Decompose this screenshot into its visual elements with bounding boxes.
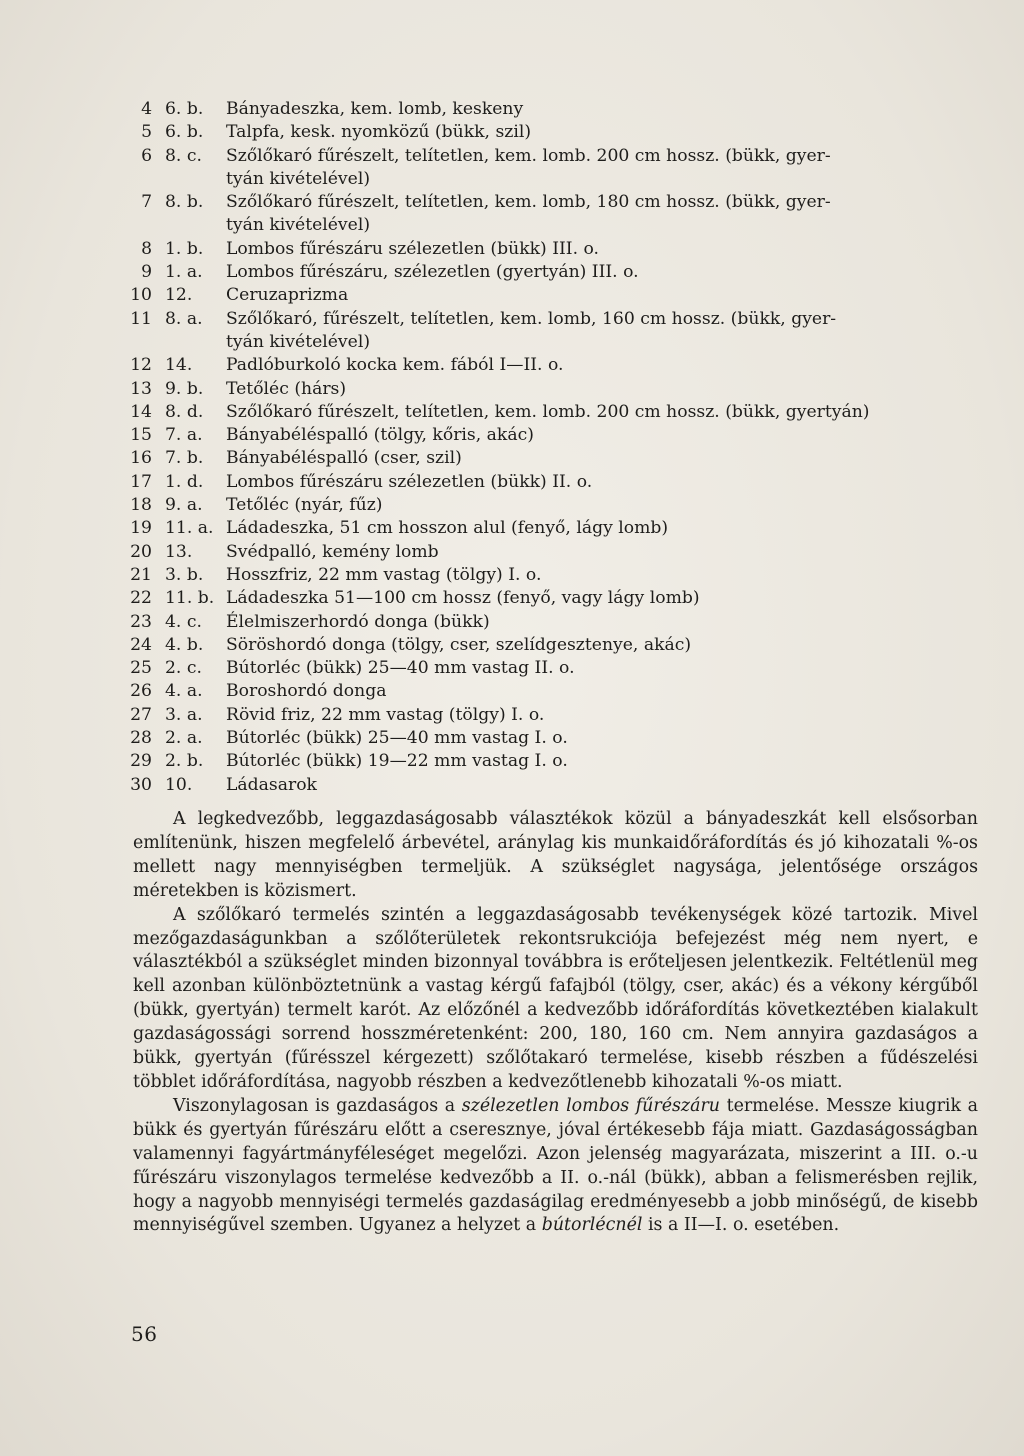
list-item-text: Élelmiszerhordó donga (bükk) xyxy=(226,611,490,632)
list-item-code: 8. b. xyxy=(165,192,204,213)
list-item-code: 8. a. xyxy=(165,308,203,329)
list-item-text: Bútorléc (bükk) 19—22 mm vastag I. o. xyxy=(226,751,568,772)
list-item xyxy=(120,774,990,797)
list-item-text: Lombos fűrészáru szélezetlen (bükk) III. o. xyxy=(226,238,600,259)
list-item xyxy=(120,401,990,424)
list-item-code: 1. a. xyxy=(165,262,203,283)
list-item-text: Rövid friz, 22 mm vastag (tölgy) I. o. xyxy=(226,704,545,725)
list-item-code: 2. a. xyxy=(165,728,203,749)
list-item-code: 1. b. xyxy=(165,238,204,259)
list-item-description xyxy=(226,284,990,307)
list-item xyxy=(120,587,990,610)
list-item-rank: 28 xyxy=(130,728,152,749)
list-item-text: Bányabéléspalló (tölgy, kőris, akác) xyxy=(226,425,534,446)
list-item-code: 11. a. xyxy=(165,518,214,539)
list-item-rank: 10 xyxy=(130,285,152,306)
list-item-code: 2. c. xyxy=(165,658,202,679)
list-item-code: 6. b. xyxy=(165,99,204,119)
paragraph-2: A szőlőkaró termelés szintén a leggazdaságosabb tevékenységek közé tartozik. Mivel mezőgazdaságunkban a szőlőterületek rekontsrukciója befejezést még nem nyert, e választékból a szükséglet minden bizonnyal továbbra is erőteljesen jelentkezik. Feltétlenül meg kell azonban különböztetnünk a vastag kérgű fafajból (tölgy, cser, akác) és a vékony kérgűből (bükk, gyertyán) termelt karót. Az előzőnél a kedvezőbb időráfordítás következtében kialakult gazdaságossági sorrend hosszméretenként: 200, 180, 160 cm. Nem annyira gazdaságos a bükk, gyertyán (fűrésszel kérgezett) szőlőtakaró termelése, kisebb részben a fűdészelési többlet időráfordítása, nagyobb részben a kedvezőtlenebb kihozatali %-os miatt. xyxy=(133,904,978,1092)
list-item xyxy=(120,308,990,355)
list-item-rank: 15 xyxy=(130,425,152,446)
list-item-text-continuation: tyán kivételével) xyxy=(226,168,371,189)
list-item-code: 7. a. xyxy=(165,425,203,446)
list-item-rank: 11 xyxy=(130,308,152,329)
list-item xyxy=(120,657,990,680)
list-item xyxy=(120,238,990,261)
list-item-description xyxy=(226,401,990,424)
list-item-description xyxy=(226,587,990,610)
list-item-rank: 27 xyxy=(130,704,152,725)
list-item-text: Boroshordó donga xyxy=(226,681,387,702)
list-item-description xyxy=(226,750,990,773)
list-item-code: 13. xyxy=(165,541,193,562)
list-item xyxy=(120,284,990,307)
list-item-code: 1. d. xyxy=(165,471,204,492)
list-item-description xyxy=(226,774,990,797)
paragraph-3-emphasis-butorlec: bútorlécnél xyxy=(541,1215,643,1236)
list-item-text: Söröshordó donga (tölgy, cser, szelídgesztenye, akác) xyxy=(226,634,692,655)
list-item-code: 11. b. xyxy=(165,588,215,609)
body-text xyxy=(133,808,978,1238)
list-item xyxy=(120,447,990,470)
list-item-code: 6. b. xyxy=(165,122,204,143)
list-item-text: Padlóburkoló kocka kem. fából I—II. o. xyxy=(226,355,564,376)
list-item-text: Ládasarok xyxy=(226,774,317,795)
list-item-rank: 18 xyxy=(130,495,152,516)
list-item xyxy=(120,145,990,192)
list-item-text: Szőlőkaró, fűrészelt, telítetlen, kem. lomb, 160 cm hossz. (bükk, gyer- xyxy=(226,308,837,329)
list-item xyxy=(120,378,990,401)
paragraph-3 xyxy=(133,1095,978,1238)
list-item-text: Hosszfriz, 22 mm vastag (tölgy) I. o. xyxy=(226,564,542,585)
list-item-description xyxy=(226,494,990,517)
list-item-code: 14. xyxy=(165,355,193,376)
list-item-rank: 29 xyxy=(130,751,152,772)
list-item-code: 9. a. xyxy=(165,495,203,516)
list-item xyxy=(120,750,990,773)
list-item-description xyxy=(226,238,990,261)
list-item-rank: 7 xyxy=(141,192,152,213)
list-item-description xyxy=(226,261,990,284)
list-item-code: 7. b. xyxy=(165,448,204,469)
list-item xyxy=(120,191,990,238)
list-item-rank: 4 xyxy=(141,99,152,119)
list-item xyxy=(120,611,990,634)
list-item xyxy=(120,564,990,587)
list-item-text: Talpfa, kesk. nyomközű (bükk, szil) xyxy=(226,122,532,143)
list-item xyxy=(120,261,990,284)
list-item-code: 2. b. xyxy=(165,751,204,772)
list-item-text: Bútorléc (bükk) 25—40 mm vastag I. o. xyxy=(226,728,568,749)
list-item-text: Bányadeszka, kem. lomb, keskeny xyxy=(226,99,524,119)
list-item-description xyxy=(226,424,990,447)
list-item xyxy=(120,121,990,144)
list-item-description xyxy=(226,564,990,587)
list-item xyxy=(120,727,990,750)
list-item-code: 3. a. xyxy=(165,704,203,725)
list-item-rank: 21 xyxy=(130,564,152,585)
list-item xyxy=(120,541,990,564)
list-item-code: 9. b. xyxy=(165,378,204,399)
list-item-text-continuation: tyán kivételével) xyxy=(226,215,371,236)
list-item-text: Tetőléc (nyár, fűz) xyxy=(226,495,383,516)
list-item xyxy=(120,354,990,377)
list-item-text: Bányabéléspalló (cser, szil) xyxy=(226,448,462,469)
list-item xyxy=(120,98,990,121)
list-item-rank: 5 xyxy=(141,122,152,143)
list-item-rank: 16 xyxy=(130,448,152,469)
list-item-rank: 12 xyxy=(130,355,152,376)
list-item-text: Szőlőkaró fűrészelt, telítetlen, kem. lomb. 200 cm hossz. (bükk, gyer- xyxy=(226,145,831,166)
list-item-description xyxy=(226,145,990,192)
list-item-text: Bútorléc (bükk) 25—40 mm vastag II. o. xyxy=(226,658,575,679)
list-item-rank: 30 xyxy=(130,774,152,795)
list-item-description xyxy=(226,378,990,401)
list-item-rank: 24 xyxy=(130,634,152,655)
list-item-description xyxy=(226,680,990,703)
list-item xyxy=(120,494,990,517)
list-item-rank: 23 xyxy=(130,611,152,632)
list-item-code: 3. b. xyxy=(165,564,204,585)
paragraph-3-part-a: Viszonylagosan is gazdaságos a xyxy=(173,1095,462,1116)
list-item-text: Lombos fűrészáru, szélezetlen (gyertyán) III. o. xyxy=(226,262,639,283)
list-item xyxy=(120,680,990,703)
list-item-text: Szőlőkaró fűrészelt, telítetlen, kem. lomb. 200 cm hossz. (bükk, gyertyán) xyxy=(226,401,870,422)
list-item-description xyxy=(226,517,990,540)
list-item-code: 8. c. xyxy=(165,145,202,166)
list-item-code: 4. c. xyxy=(165,611,202,632)
list-item-code: 10. xyxy=(165,774,193,795)
list-item-description xyxy=(226,308,990,355)
list-item-description xyxy=(226,471,990,494)
list-item-rank: 14 xyxy=(130,401,152,422)
list-item-text: Tetőléc (hárs) xyxy=(226,378,347,399)
list-item-text: Lombos fűrészáru szélezetlen (bükk) II. o. xyxy=(226,471,593,492)
list-item-rank: 22 xyxy=(130,588,152,609)
list-item-description xyxy=(226,657,990,680)
assortment-list xyxy=(120,98,990,797)
list-item-description xyxy=(226,727,990,750)
list-item-description xyxy=(226,634,990,657)
list-item-code: 4. a. xyxy=(165,681,203,702)
paragraph-1: A legkedvezőbb, leggazdaságosabb választékok közül a bányadeszkát kell elsősorban említenünk, hiszen megfelelő árbevétel, aránylag kis munkaidőráfordítás és jó kihozatali %-os mellett nagy mennyiségben termeljük. A szükséglet nagysága, jelentősége országos méretekben is közismert. xyxy=(133,809,978,901)
list-item xyxy=(120,517,990,540)
paragraph-3-emphasis-lombos: szélezetlen lombos fűrészáru xyxy=(461,1095,720,1116)
list-item-rank: 9 xyxy=(141,262,152,283)
list-item-code: 8. d. xyxy=(165,401,204,422)
paragraph-3-part-c: is a II—I. o. esetében. xyxy=(642,1215,840,1236)
list-item xyxy=(120,424,990,447)
list-item-description xyxy=(226,541,990,564)
list-item-description xyxy=(226,191,990,238)
list-item-text: Ládadeszka 51—100 cm hossz (fenyő, vagy lágy lomb) xyxy=(226,588,700,609)
list-item-description xyxy=(226,704,990,727)
list-item-code: 12. xyxy=(165,285,193,306)
list-item-description xyxy=(226,354,990,377)
list-item-rank: 8 xyxy=(141,238,152,259)
page-number: 56 xyxy=(131,1322,158,1346)
list-item xyxy=(120,704,990,727)
list-item-code: 4. b. xyxy=(165,634,204,655)
list-item-text: Ceruzaprizma xyxy=(226,285,349,306)
list-item-text-continuation: tyán kivételével) xyxy=(226,331,371,352)
list-item-text: Svédpalló, kemény lomb xyxy=(226,541,439,562)
list-item-description xyxy=(226,121,990,144)
list-item xyxy=(120,471,990,494)
list-item-rank: 20 xyxy=(130,541,152,562)
list-item-rank: 19 xyxy=(130,518,152,539)
list-item-text: Szőlőkaró fűrészelt, telítetlen, kem. lomb, 180 cm hossz. (bükk, gyer- xyxy=(226,192,831,213)
list-item-rank: 26 xyxy=(130,681,152,702)
list-item-rank: 17 xyxy=(130,471,152,492)
list-item-rank: 25 xyxy=(130,658,152,679)
list-item-rank: 13 xyxy=(130,378,152,399)
list-item xyxy=(120,634,990,657)
list-item-description xyxy=(226,447,990,470)
list-item-description xyxy=(226,611,990,634)
list-item-rank: 6 xyxy=(141,145,152,166)
list-item-description xyxy=(226,98,990,121)
list-item-text: Ládadeszka, 51 cm hosszon alul (fenyő, lágy lomb) xyxy=(226,518,669,539)
paragraph-3-part-b: termelése. Messze kiugrik a bükk és gyertyán fűrészáru előtt a cseresznye, jóval értékesebb fája miatt. Gazdaságosságban valamennyi fagyártmányféleséget megelőzi. Azon jelenség magyarázata, miszerint a III. o.-u fűrészáru viszonylagos termelése kedvezőbb a II. o.-nál (bükk), abban a felismerésben rejlik, hogy a nagyobb mennyiségi termelés gazdaságilag eredményesebb a jobb minőségű, de kisebb mennyiségűvel szemben. Ugyanez a helyzet a xyxy=(133,1095,979,1236)
